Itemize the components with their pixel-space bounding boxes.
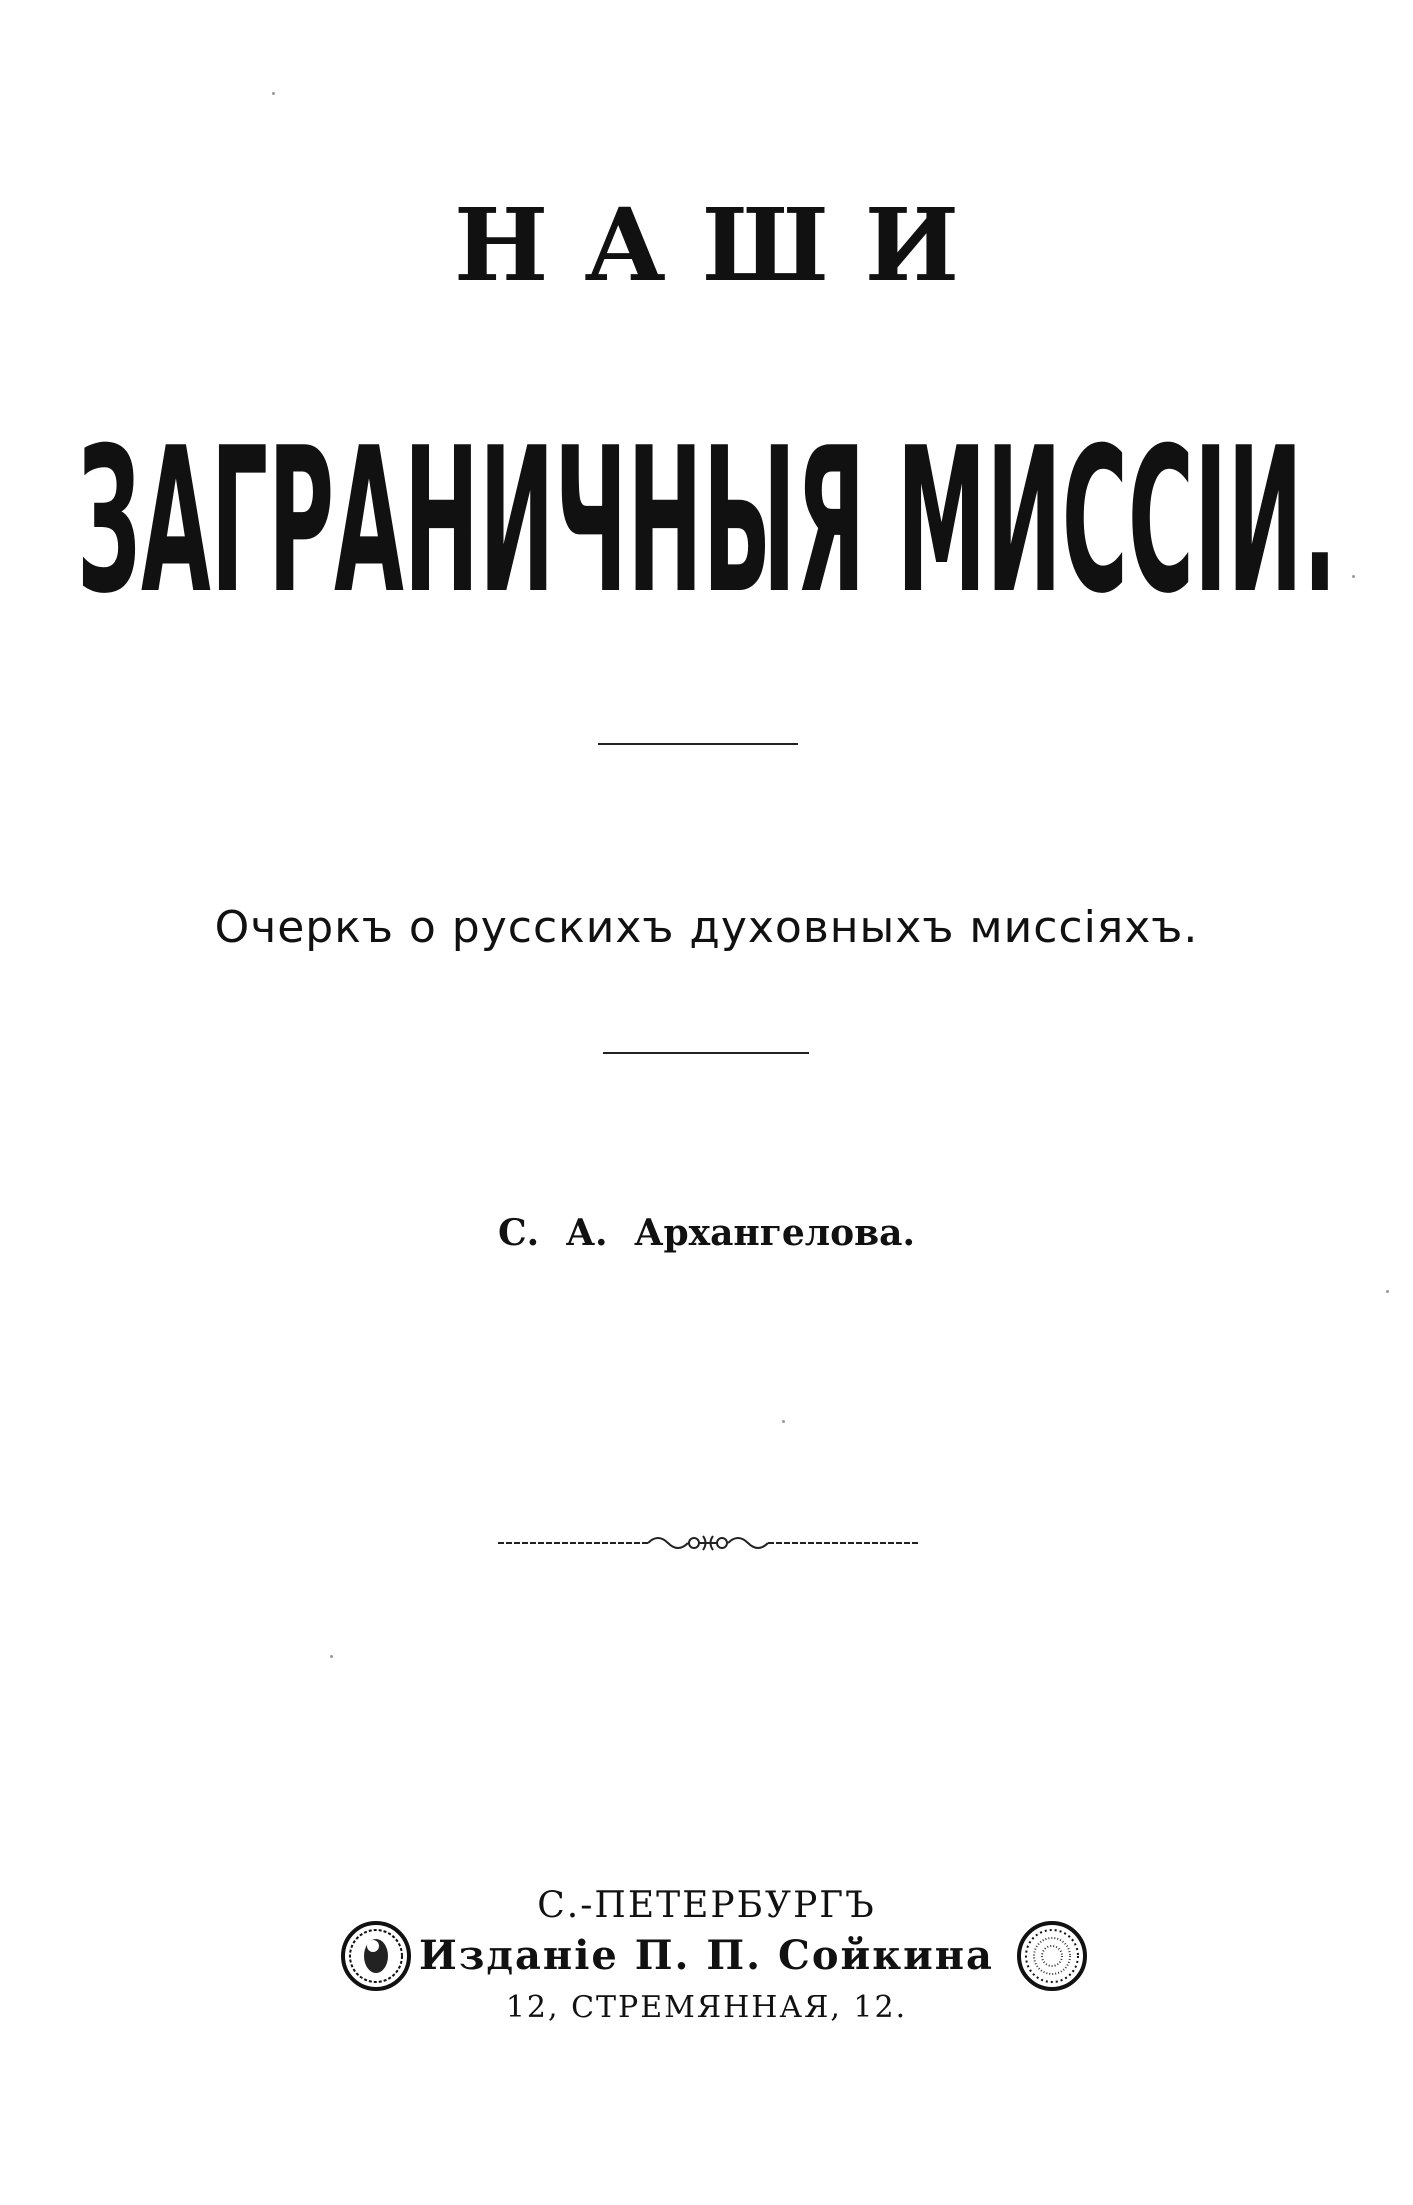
paper-speck [1352,575,1355,578]
imprint-city: С.-ПЕТЕРБУРГЪ [537,1885,876,1926]
paper-speck [782,1420,785,1423]
paper-speck [1386,1290,1389,1293]
divider-rule [603,1052,809,1054]
title-line-2-container [0,400,1413,630]
imprint-publisher: Изданіе П. П. Сойкина [419,1932,994,1979]
ornament-divider-icon [498,1528,918,1558]
subtitle: Очеркъ о русскихъ духовныхъ миссіяхъ. [214,902,1199,953]
title-line-2: ЗАГРАНИЧНЫЯ МИССІИ. [76,405,1337,630]
title-line-1: НАШИ [453,186,996,304]
medal-right-icon [1016,1920,1088,1992]
author: С. А. Архангелова. [498,1212,915,1254]
divider-rule [598,743,798,745]
paper-speck [330,1655,333,1658]
paper-speck [272,92,275,95]
title-line-2-svg [47,400,1367,630]
imprint-address: 12, СТРЕМЯННАЯ, 12. [505,1990,908,2025]
